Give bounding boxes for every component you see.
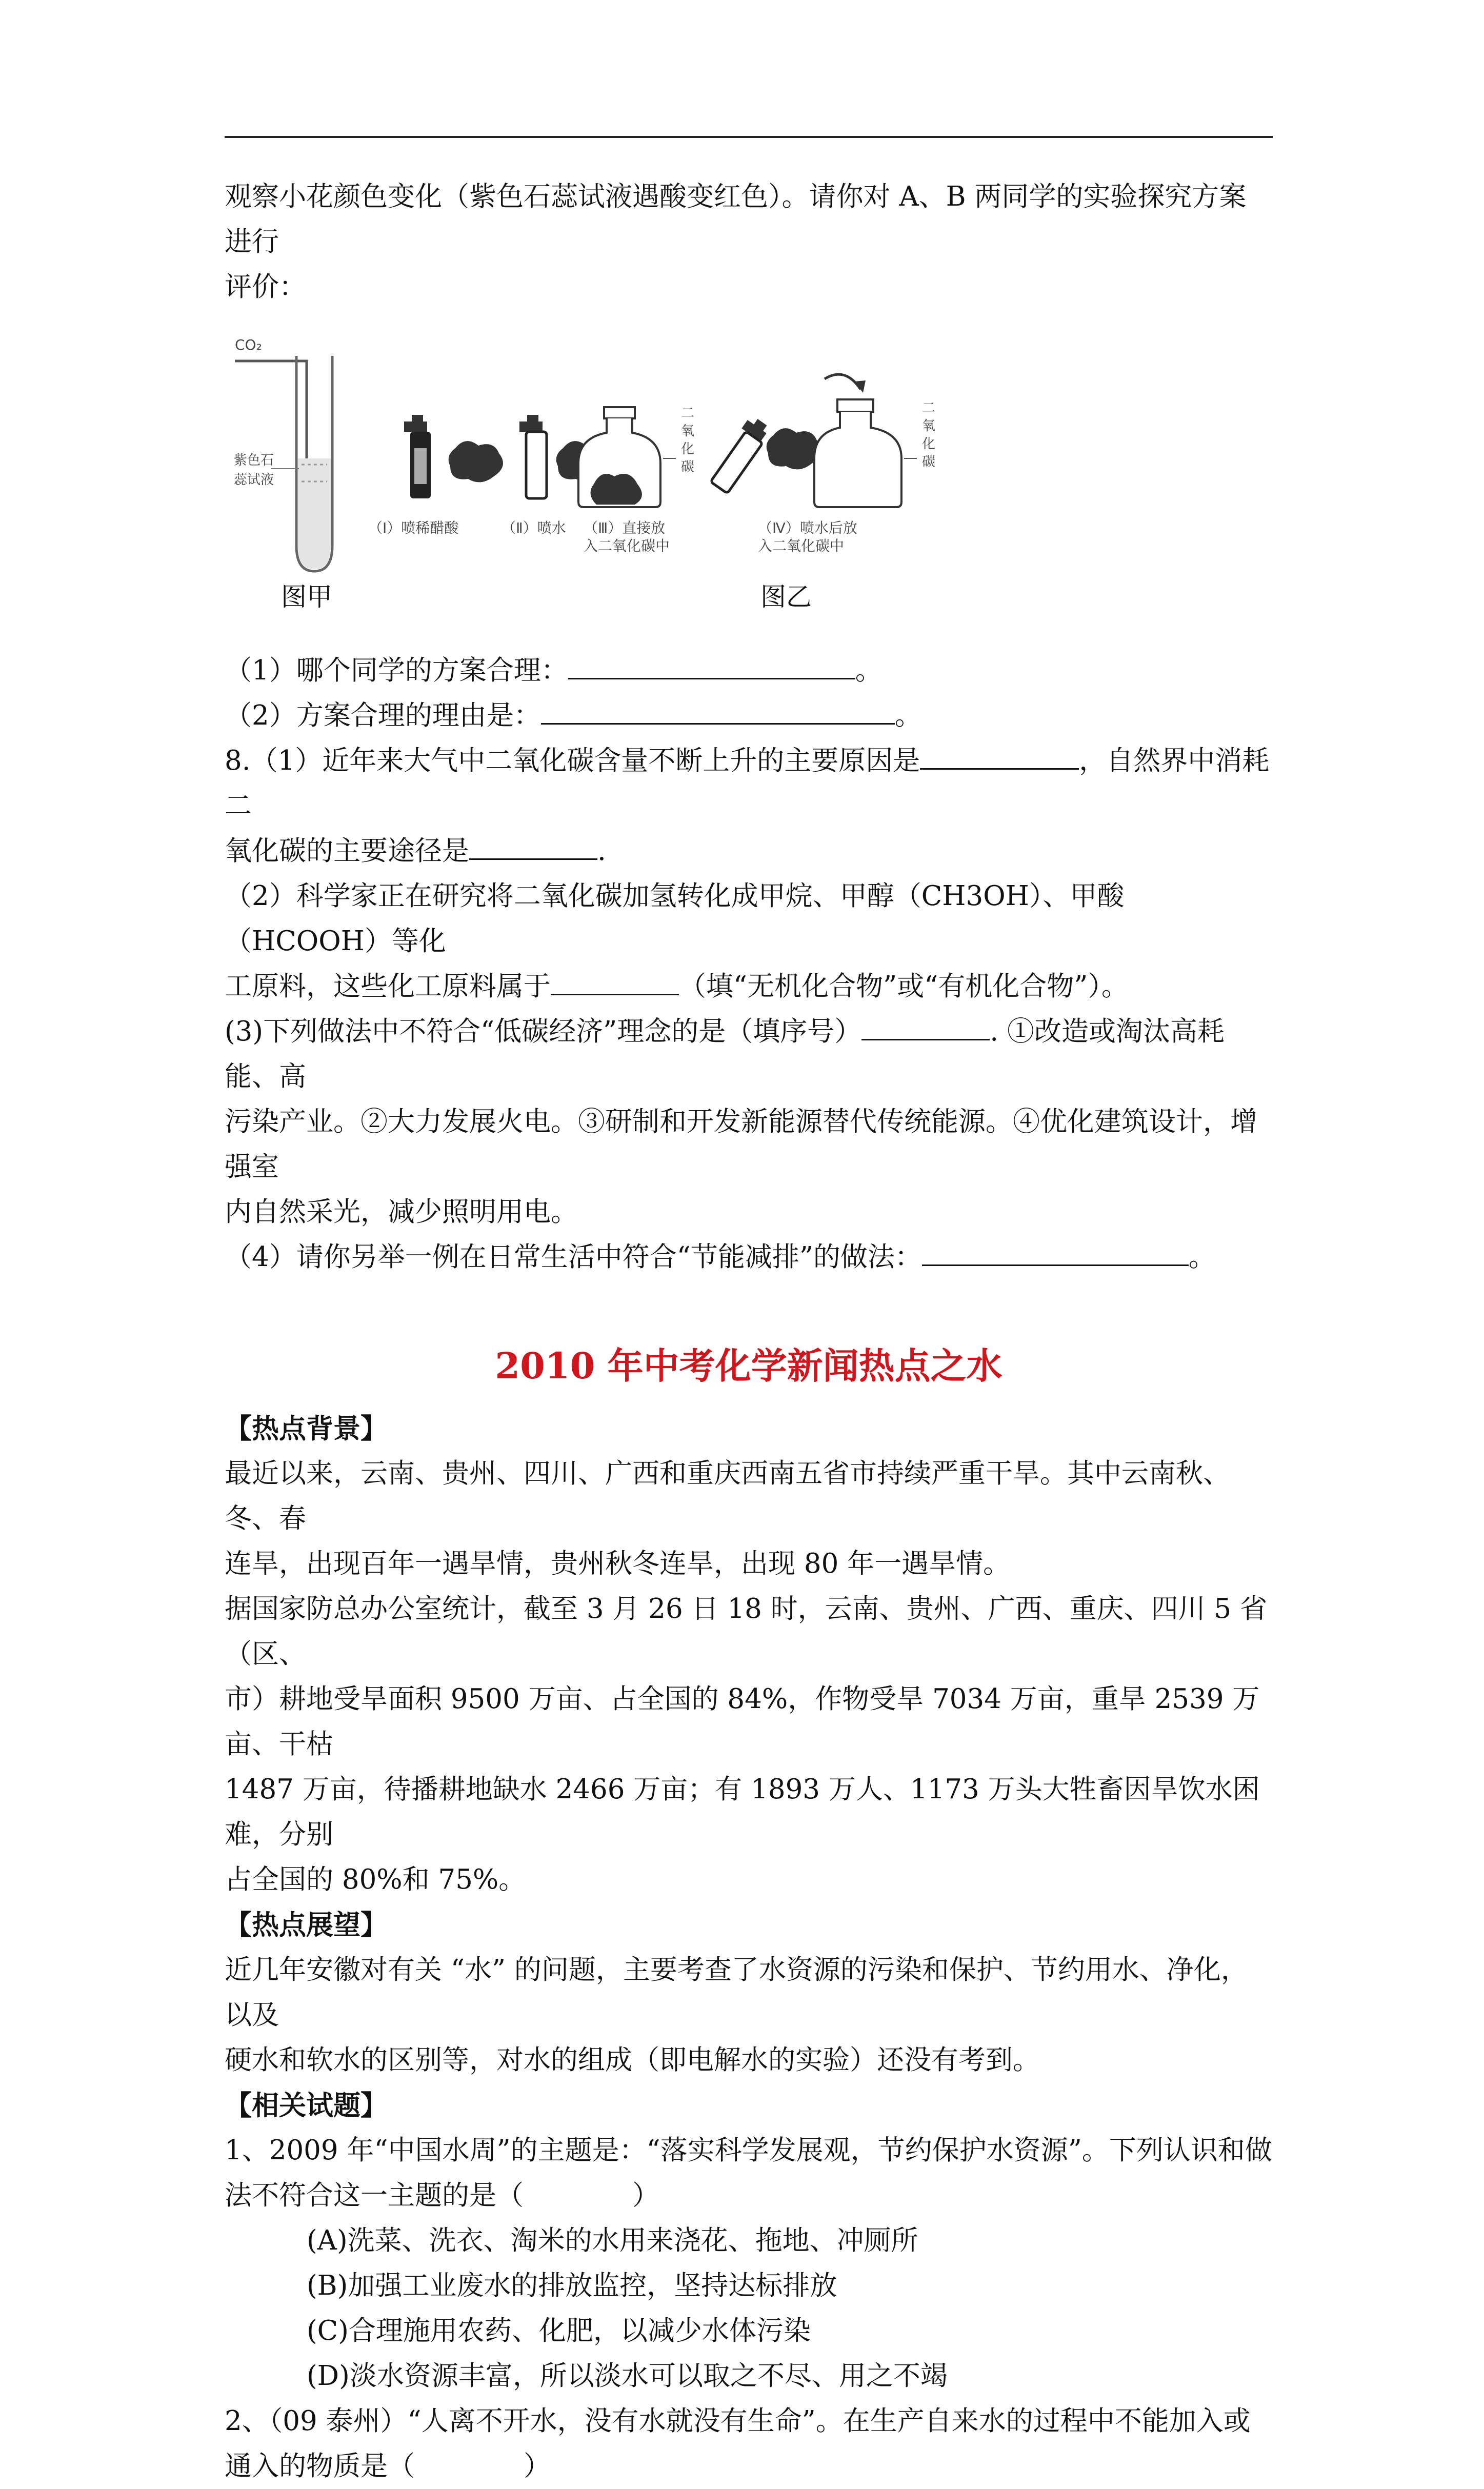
question1-line2: 法不符合这一主题的是（ ） (225, 2180, 659, 2211)
jar1-label-1: 二 (681, 406, 695, 421)
background-p2-line4: 占全国的 80%和 75%。 (225, 1864, 526, 1895)
q8-part1-line2-end: . (597, 835, 606, 867)
q8-part2-blank[interactable] (551, 967, 679, 995)
q8-part1-line2 (225, 829, 1273, 874)
litmus-label-line2: 蕊试液 (234, 472, 274, 488)
outlook-line1: 近几年安徽对有关 “水” 的问题，主要考查了水资源的污染和保护、节约用水、净化，以及 (225, 1954, 1248, 2031)
q8-part2-line1: （2）科学家正在研究将二氧化碳加氢转化成甲烷、甲醇（CH3OH）、甲酸（HCOOH）等化 (225, 880, 1125, 957)
experiment-illustration (225, 330, 1273, 617)
q8-part4-text: （4）请你另举一例在日常生活中符合“节能减排”的做法： (225, 1241, 922, 1273)
background-p2-line1: 据国家防总办公室统计，截至 3 月 26 日 18 时，云南、贵州、广西、重庆、四川 5 省（区、 (225, 1593, 1268, 1670)
q8-part4 (225, 1235, 1273, 1280)
question1-line1: 1、2009 年“中国水周”的主题是：“落实科学发展观，节约保护水资源”。下列认识和做 (225, 2135, 1272, 2166)
q8-part4-blank[interactable] (922, 1238, 1189, 1266)
question1-option-b: (B)加强工业废水的排放监控，坚持达标排放 (307, 2270, 837, 2301)
jar2-label-4: 碳 (922, 454, 936, 470)
q8-part1-blank2[interactable] (469, 832, 597, 860)
question1-option-d: (D)淡水资源丰富，所以淡水可以取之不尽、用之不竭 (307, 2360, 948, 2392)
experiment-figure (225, 330, 1273, 617)
document-page (225, 174, 1273, 2489)
outlook-heading: 【热点展望】 (225, 1909, 388, 1941)
background-p2-line2: 市）耕地受旱面积 9500 万亩、占全国的 84%，作物受旱 7034 万亩，重旱 2539 万亩、干枯 (225, 1683, 1260, 1760)
background-p1-line2: 连旱，出现百年一遇旱情，贵州秋冬连旱，出现 80 年一遇旱情。 (225, 1548, 1011, 1579)
question2-line1: 2、（09 泰州）“人离不开水，没有水就没有生命”。在生产自来水的过程中不能加入或 (225, 2405, 1251, 2437)
q7-sub1-answer-blank[interactable] (568, 651, 855, 679)
co2-label: CO₂ (235, 336, 262, 353)
q7-text-line2: 评价： (225, 271, 306, 303)
jar1-label-2: 氧 (681, 424, 695, 439)
litmus-label-line1: 紫色石 (234, 453, 274, 468)
header-rule (225, 136, 1273, 138)
fig-jia-test-tube (234, 336, 332, 571)
q7-sub2-text: （2）方案合理的理由是： (225, 700, 541, 731)
fig-yi-step4 (706, 374, 935, 554)
background-p1-line1: 最近以来，云南、贵州、四川、广西和重庆西南五省市持续严重干旱。其中云南秋、冬、春 (225, 1458, 1230, 1534)
q7-sub1-end: 。 (855, 655, 883, 686)
jar1-label-4: 碳 (681, 459, 695, 475)
q7-sub2-answer-blank[interactable] (541, 696, 895, 725)
background-heading: 【热点背景】 (225, 1413, 388, 1444)
q8-part1-mid: ，自然界中消耗二 (225, 745, 1270, 821)
q7-sub1 (225, 648, 1273, 693)
q8-part1-blank1[interactable] (920, 741, 1079, 770)
jar1-label-3: 化 (681, 441, 695, 457)
step4-caption-line1: （Ⅳ）喷水后放 (758, 519, 857, 536)
background-p2-line3: 1487 万亩，待播耕地缺水 2466 万亩；有 1893 万人、1173 万头大牲畜因旱饮水困难，分别 (225, 1774, 1260, 1850)
jar2-label-3: 化 (922, 436, 936, 452)
step3-caption-line2: 入二氧化碳中 (584, 537, 670, 554)
outlook-line2: 硬水和软水的区别等，对水的组成（即电解水的实验）还没有考到。 (225, 2044, 1040, 2076)
question1-option-c: (C)合理施用农药、化肥，以减少水体污染 (307, 2315, 811, 2346)
q8-part3-line3: 内自然采光，减少照明用电。 (225, 1196, 578, 1228)
fig-yi-step3 (578, 406, 694, 554)
question1-option-a: (A)洗菜、洗衣、淘米的水用来浇花、拖地、冲厕所 (307, 2225, 918, 2256)
q7-sub2 (225, 693, 1273, 738)
q7-sub2-end: 。 (894, 700, 922, 731)
fig-yi-step1 (368, 415, 503, 536)
step1-caption: （Ⅰ）喷稀醋酸 (368, 519, 459, 536)
fig-jia-caption: 图甲 (281, 582, 332, 612)
question2-line2: 通入的物质是（ ） (225, 2451, 551, 2482)
jar2-label-2: 氧 (922, 418, 936, 434)
q8-part3-line2: 污染产业。②大力发展火电。③研制和开发新能源替代传统能源。④优化建筑设计，增强室 (225, 1106, 1257, 1182)
q8-part3-blank[interactable] (861, 1012, 990, 1040)
q8-part2-line2 (225, 964, 1273, 1009)
q8-part1-line2-text: 氧化碳的主要途径是 (225, 835, 469, 867)
q7-text-line1: 观察小花颜色变化（紫色石蕊试液遇酸变红色）。请你对 A、B 两同学的实验探究方案进行 (225, 181, 1247, 257)
q8-part1-text: 8.（1）近年来大气中二氧化碳含量不断上升的主要原因是 (225, 745, 920, 776)
q8-part2-end: （填“无机化合物”或“有机化合物”）。 (679, 971, 1129, 1002)
q8-part3-text: (3)下列做法中不符合“低碳经济”理念的是（填序号） (225, 1016, 862, 1047)
section-title: 2010 年中考化学新闻热点之水 (495, 1344, 1002, 1387)
step3-caption-line1: （Ⅲ）直接放 (584, 519, 666, 536)
q8-part2-text: 工原料，这些化工原料属于 (225, 971, 551, 1002)
q7-sub1-text: （1）哪个同学的方案合理： (225, 655, 568, 686)
step2-caption: （Ⅱ）喷水 (502, 519, 566, 536)
step4-caption-line2: 入二氧化碳中 (758, 537, 845, 554)
jar2-label-1: 二 (922, 400, 936, 416)
q8-part3-line1 (225, 1009, 1273, 1099)
fig-yi-caption: 图乙 (760, 582, 812, 612)
q8-part1-line1 (225, 738, 1273, 829)
q8-part4-end: 。 (1188, 1241, 1216, 1273)
q8-part3-end: . ①改造或淘汰高耗能、高 (225, 1016, 1225, 1092)
related-heading: 【相关试题】 (225, 2090, 388, 2121)
